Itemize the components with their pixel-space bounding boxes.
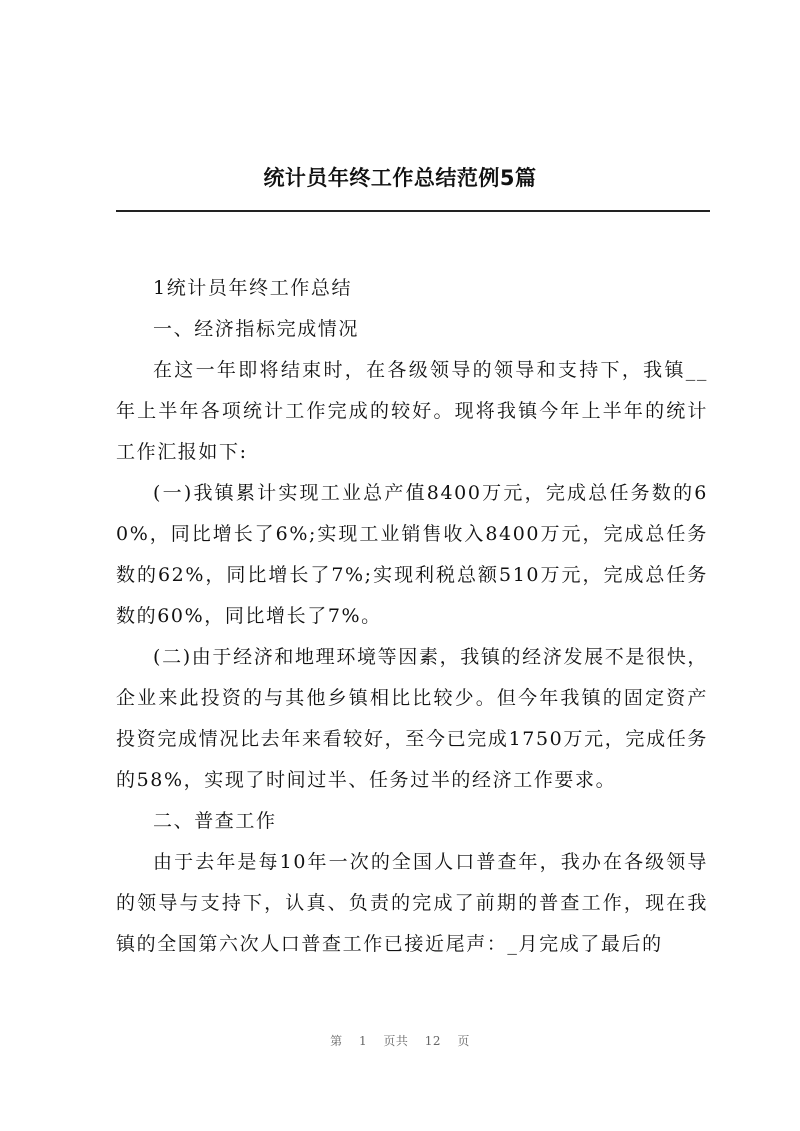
section-heading: 1统计员年终工作总结: [153, 277, 353, 299]
subsection-heading: 二、普查工作: [153, 810, 277, 832]
current-page-number: 1: [358, 1034, 368, 1048]
total-page-count: 12: [424, 1034, 442, 1048]
page-label-suffix: 页: [457, 1034, 470, 1048]
page-label-prefix: 第: [330, 1034, 343, 1048]
body-paragraph: 在这一年即将结束时，在各级领导的领导和支持下，我镇__年上半年各项统计工作完成的较好。现将我镇今年上半年的统计工作汇报如下:: [116, 359, 708, 463]
page-label-middle: 页共: [383, 1034, 409, 1048]
document-body: [116, 268, 708, 965]
body-paragraph: 由于去年是每10年一次的全国人口普查年，我办在各级领导的领导与支持下，认真、负责的完成了前期的普查工作，现在我镇的全国第六次人口普查工作已接近尾声：_月完成了最后的: [116, 851, 708, 955]
body-paragraph: (二)由于经济和地理环境等因素，我镇的经济发展不是很快，企业来此投资的与其他乡镇相比比较少。但今年我镇的固定资产投资完成情况比去年来看较好，至今已完成1750万元，完成任务的58%，实现了时间过半、任务过半的经济工作要求。: [116, 646, 708, 791]
page-footer: [0, 1032, 800, 1049]
document-title: 统计员年终工作总结范例5篇: [263, 166, 537, 190]
title-divider: [116, 210, 710, 212]
body-paragraph: (一)我镇累计实现工业总产值8400万元，完成总任务数的60%，同比增长了6%;实现工业销售收入8400万元，完成总任务数的62%，同比增长了7%;实现利税总额510万元，完成总任务数的60%，同比增长了7%。: [116, 482, 708, 627]
subsection-heading: 一、经济指标完成情况: [153, 318, 360, 340]
